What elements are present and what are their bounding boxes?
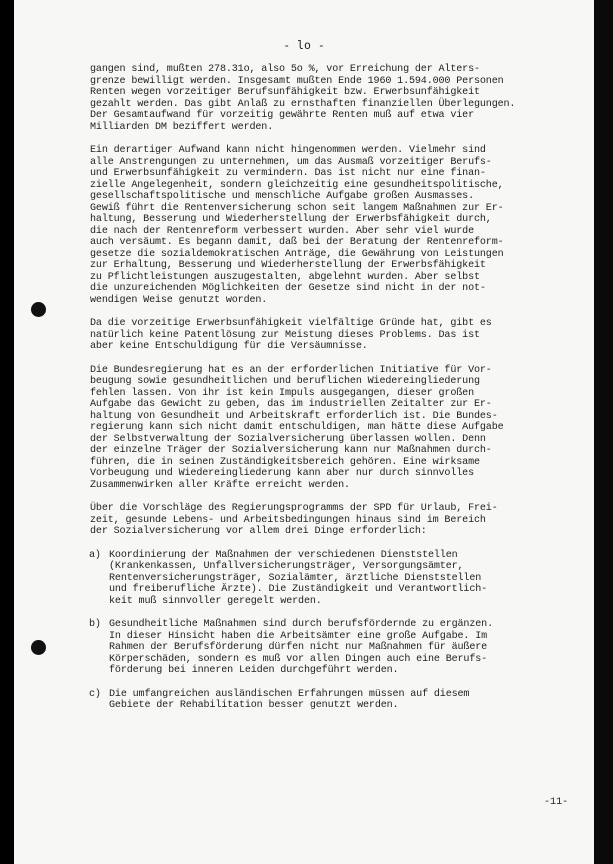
text-line: aber keine Entschuldigung für die Versäumnisse. <box>90 341 368 352</box>
text-line: Über die Vorschläge des Regierungsprogramms der SPD für Urlaub, Frei- <box>90 503 498 514</box>
text-line: die nach der Rentenreform verbessert wurden. Aber sehr viel wurde <box>90 225 474 237</box>
text-line: fehlen lassen. Von ihr ist kein Impuls ausgegangen, dieser großen <box>90 387 474 399</box>
list-item-marker: b) <box>89 619 101 630</box>
paragraph <box>90 64 592 133</box>
text-line: auch versäumt. Es begann damit, daß bei der Beratung der Rentenreform- <box>90 237 504 248</box>
text-line: Koordinierung der Maßnahmen der verschiedenen Dienststellen <box>109 549 458 561</box>
text-line: der Selbstverwaltung der Sozialversicherung überlassen wollen. Denn <box>90 433 486 445</box>
text-line: Da die vorzeitige Erwerbsunfähigkeit vielfältige Gründe hat, gibt es <box>90 318 492 329</box>
text-line: Die Bundesregierung hat es an der erforderlichen Initiative für Vor- <box>90 364 492 376</box>
text-line: keit muß sinnvoller geregelt werden. <box>109 595 322 607</box>
text-line: Aufgabe das Gewicht zu geben, das im industriellen Zeitalter zur Er- <box>90 399 492 410</box>
list-item <box>90 550 592 608</box>
list-item-body <box>109 619 592 677</box>
paragraph <box>90 503 592 538</box>
text-line: Rahmen der Berufsförderung dürfen nicht nur Maßnahmen für äußere <box>109 642 488 653</box>
list-item <box>90 619 592 677</box>
text-line: alle Anstrengungen zu unternehmen, um das Ausmaß vorzeitiger Berufs- <box>90 156 492 168</box>
paragraph <box>90 365 592 492</box>
text-line: Körperschäden, sondern es muß vor allen Dingen auch eine Berufs- <box>109 653 488 665</box>
text-line: der einzelne Träger der Sozialversicherung kann nur Maßnahmen durch- <box>90 445 492 456</box>
text-line: grenze bewilligt werden. Insgesamt mußten Ende 1960 1.594.000 Personen <box>90 75 504 87</box>
text-line: Vorbeugung und Wiedereingliederung kann aber nur durch sinnvolles <box>90 468 474 479</box>
text-line: gesetze die sozialdemokratischen Anträge, die Gewährung von Leistungen <box>90 248 504 260</box>
list-item-marker: c) <box>89 688 101 700</box>
text-line: In dieser Hinsicht haben die Arbeitsämter eine große Aufgabe. Im <box>109 630 488 642</box>
scan-border <box>594 0 613 864</box>
enumerated-list <box>90 550 592 712</box>
text-line: Milliarden DM beziffert werden. <box>90 121 274 133</box>
text-line: (Krankenkassen, Unfallversicherungsträger, Versorgungsämter, <box>109 561 464 572</box>
punch-hole <box>31 302 46 317</box>
list-item <box>90 689 592 712</box>
text-line: haltung, Besserung und Wiederherstellung der Erwerbsfähigkeit durch, <box>90 214 492 225</box>
text-line: gesellschaftspolitische und menschliche Aufgabe großen Ausmasses. <box>90 191 474 202</box>
text-line: regierung kann sich nicht damit entschuldigen, man hätte diese Aufgabe <box>90 422 504 433</box>
text-line: Gesundheitliche Maßnahmen sind durch berufsfördernde zu ergänzen. <box>109 619 493 630</box>
text-line: haltung von Gesundheit und Arbeitskraft erforderlich ist. Die Bundes- <box>90 410 498 422</box>
text-line: natürlich keine Patentlösung zur Meistung dieses Problems. Das ist <box>90 329 480 341</box>
text-line: zur Erhaltung, Besserung und Wiederherstellung der Erwerbsfähigkeit <box>90 260 486 271</box>
text-line: der Sozialversicherung vor allem drei Dinge erforderlich: <box>90 526 427 537</box>
text-line: wendigen Weise genutzt worden. <box>90 294 268 306</box>
text-line: gangen sind, mußten 278.31o, also 5o %, vor Erreichung der Alters- <box>90 64 480 75</box>
text-line: und Erwerbsunfähigkeit zu vermindern. Das ist nicht nur eine finan- <box>90 168 486 179</box>
text-line: Ein derartiger Aufwand kann nicht hingenommen werden. Vielmehr sind <box>90 145 486 156</box>
text-line: Zusammenwirken aller Kräfte erreicht werden. <box>90 479 350 491</box>
text-line: Renten wegen vorzeitiger Berufsunfähigkeit bzw. Erwerbsunfähigkeit <box>90 87 480 98</box>
next-page-marker: -11- <box>544 797 569 808</box>
text-line: und freiberufliche Ärzte). Die Zuständigkeit und Verantwortlich- <box>109 584 488 595</box>
text-line: zielle Angelegenheit, sondern gleichzeitig eine gesundheitspolitische, <box>90 179 504 191</box>
text-line: zu Pflichtleistungen auszugestalten, abgelehnt wurden. Aber selbst <box>90 271 480 283</box>
paragraphs <box>90 64 592 538</box>
punch-hole <box>31 640 46 655</box>
list-item-body <box>109 550 592 608</box>
paragraph <box>90 318 592 353</box>
text-line: Der Gesamtaufwand für vorzeitig gewährte Renten muß auf etwa vier <box>90 110 474 121</box>
text-line: Gewiß führt die Rentenversicherung schon seit langem Maßnahmen zur Er- <box>90 202 504 214</box>
list-item-body <box>109 689 592 712</box>
text-line: beugung sowie gesundheitlichen und beruflichen Wiedereingliederung <box>90 376 480 387</box>
paragraph <box>90 145 592 306</box>
text-line: gezahlt werden. Das gibt Anlaß zu ernsthaften finanziellen Überlegungen. <box>90 98 516 110</box>
text-line: Gebiete der Rehabilitation besser genutzt werden. <box>109 700 399 711</box>
body-text <box>90 64 592 724</box>
page-number: - lo - <box>283 38 325 52</box>
text-line: die unzureichenden Möglichkeiten der Gesetze sind nicht in der not- <box>90 283 486 294</box>
document-page <box>14 0 594 864</box>
text-line: Rentenversicherungsträger, Sozialämter, ärztliche Dienststellen <box>109 572 482 584</box>
text-line: zeit, gesunde Lebens- und Arbeitsbedingungen hinaus sind im Bereich <box>90 514 486 526</box>
text-line: Die umfangreichen ausländischen Erfahrungen müssen auf diesem <box>109 688 470 700</box>
text-line: förderung bei inneren Leiden durchgeführt werden. <box>109 665 399 676</box>
text-line: führen, die in seinen Zuständigkeitsbereich gehören. Eine wirksame <box>90 456 480 468</box>
list-item-marker: a) <box>89 549 101 561</box>
